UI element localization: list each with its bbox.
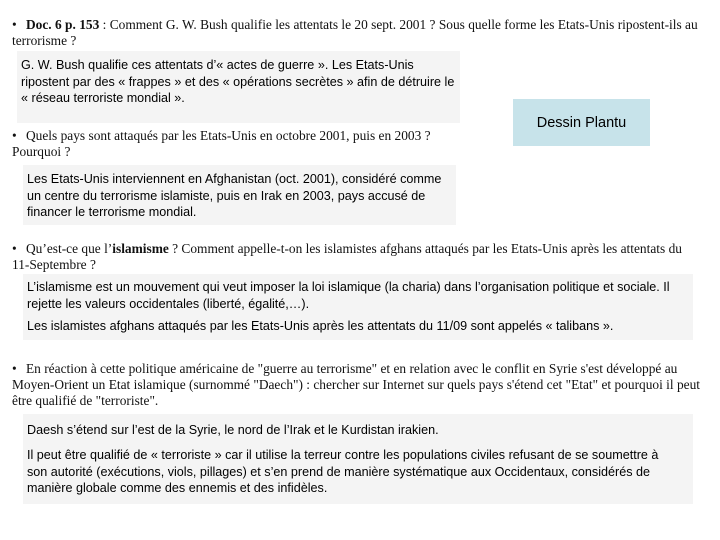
question-3-keyword: islamisme — [112, 241, 169, 256]
question-1-text: : Comment G. W. Bush qualifie les attentats le 20 sept. 2001 ? Sous quelle forme les Etats-Unis ripostent-ils au terrorisme ? — [12, 17, 698, 48]
bullet-icon: • — [12, 128, 17, 143]
answer-3-para-1: L’islamisme est un mouvement qui veut imposer la loi islamique (la charia) dans l’organisation politique et sociale. Il rejette les valeurs occidentales (liberté, égalité,…). — [27, 280, 670, 311]
question-3 — [12, 241, 702, 273]
bullet-icon: • — [12, 17, 17, 32]
question-2 — [12, 128, 462, 160]
answer-3-para-2: Les islamistes afghans attaqués par les Etats-Unis après les attentats du 11/09 sont appelés « talibans ». — [27, 319, 614, 333]
bullet-icon: • — [12, 241, 17, 256]
image-placeholder — [513, 99, 650, 146]
question-1 — [12, 17, 702, 49]
question-4 — [12, 361, 702, 409]
image-placeholder-label: Dessin Plantu — [536, 114, 627, 131]
answer-4-para-2: Il peut être qualifié de « terroriste » car il utilise la terreur contre les populations civiles refusant de se soumettre à son autorité (exécutions, viols, pillages) et s’en prend de manière systématique aux Occidentaux, considérés de manière globale comme des ennemis et des infidèles. — [27, 448, 659, 495]
question-4-text: En réaction à cette politique américaine de "guerre au terrorisme" et en relation avec le conflit en Syrie s'est développé au Moyen-Orient un Etat islamique (surnommé "Daech") : chercher sur Internet sur quels pays s'étend cet "Etat" et pourquoi il peut être qualifié de "terroriste". — [12, 361, 701, 408]
answer-1: G. W. Bush qualifie ces attentats d’« actes de guerre ». Les Etats-Unis ripostent par des « frappes » et des « opérations secrètes » afin de détruire le « réseau terroriste mondial ». — [21, 58, 455, 105]
question-3-text-b: ? Comment appelle-t-on les islamistes afghans attaqués par les Etats-Unis après les attentats du 11-Septembre ? — [12, 241, 682, 272]
question-2-text: Quels pays sont attaqués par les Etats-Unis en octobre 2001, puis en 2003 ? Pourquoi ? — [12, 128, 431, 159]
doc-reference: Doc. 6 p. 153 — [26, 17, 100, 32]
bullet-icon: • — [12, 361, 17, 376]
answer-4-para-1: Daesh s’étend sur l’est de la Syrie, le nord de l’Irak et le Kurdistan irakien. — [27, 423, 439, 437]
answer-2: Les Etats-Unis interviennent en Afghanistan (oct. 2001), considéré comme un centre du terrorisme islamiste, puis en Irak en 2003, pays accusé de financer le terrorisme mondial. — [27, 172, 442, 219]
question-3-text-a: Qu’est-ce que l’ — [26, 241, 113, 256]
